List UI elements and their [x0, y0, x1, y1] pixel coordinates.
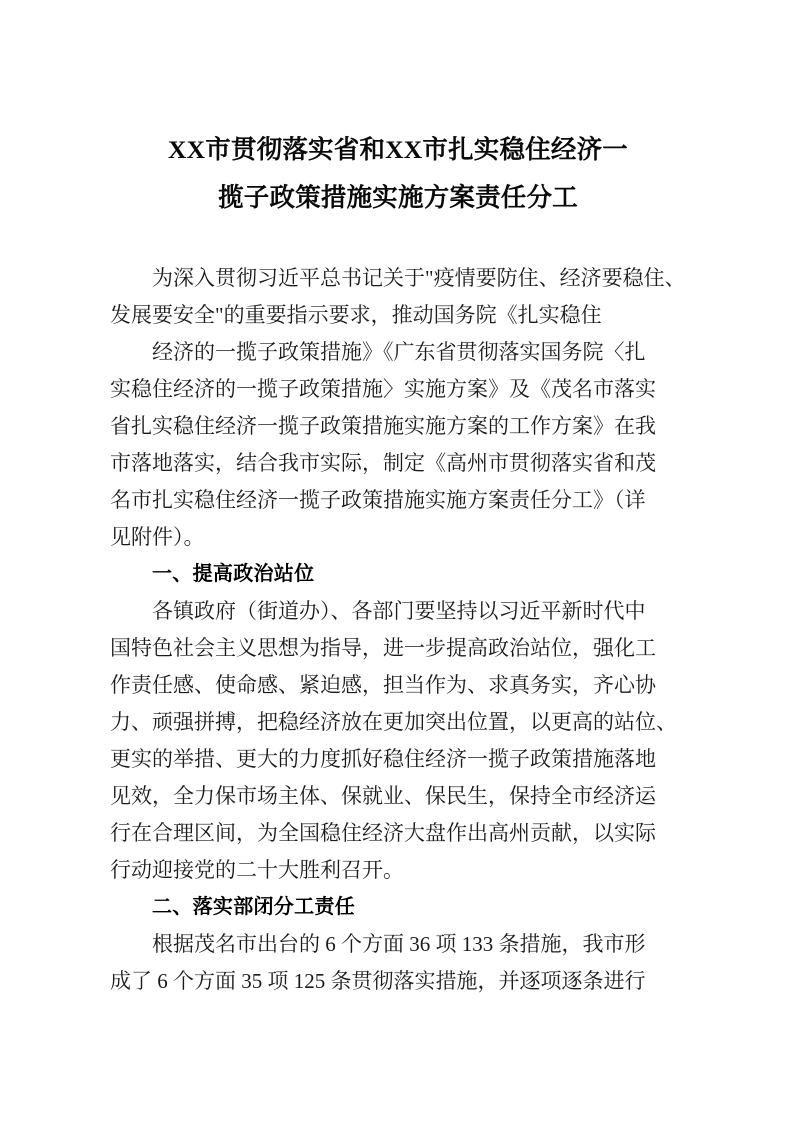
paragraph-line: 为深入贯彻习近平总书记关于"疫情要防住、经济要稳住、: [152, 266, 686, 290]
paragraph-line: 行在合理区间，为全国稳住经济大盘作出高州贡献，以实际: [110, 821, 656, 845]
section-heading: 二、落实部闭分工责任: [152, 896, 355, 918]
paragraph-line: 行动迎接党的二十大胜利召开。: [110, 858, 404, 882]
paragraph-line: 实稳住经济的一揽子政策措施〉实施方案》及《茂名市落实: [110, 377, 656, 401]
document-content: [110, 126, 686, 1000]
paragraph-line: 力、顽强拼搏，把稳经济放在更加突出位置，以更高的站位、: [110, 710, 677, 734]
paragraph-line: 更实的举措、更大的力度抓好稳住经济一揽子政策措施落地: [110, 747, 656, 771]
body-paragraph: [110, 260, 686, 556]
paragraph-line: 市落地落实，结合我市实际，制定《高州市贯彻落实省和茂: [110, 451, 656, 475]
document-body: [110, 260, 686, 1000]
paragraph-line: 根据茂名市出台的 6 个方面 36 项 133 条措施，我市形: [152, 932, 646, 956]
paragraph-line: 成了 6 个方面 35 项 125 条贯彻落实措施，并逐项逐条进行: [110, 969, 646, 993]
paragraph-line: 见附件）。: [110, 525, 205, 549]
paragraph-line: 见效，全力保市场主体、保就业、保民生，保持全市经济运: [110, 784, 656, 808]
page-title-line-2: 揽子政策措施实施方案责任分工: [218, 183, 578, 212]
body-paragraph: [110, 593, 686, 889]
paragraph-line: 经济的一揽子政策措施》《广东省贯彻落实国务院〈扎: [152, 340, 646, 364]
page-title-line-1: XX市贯彻落实省和XX市扎实稳住经济一: [168, 135, 628, 164]
paragraph-line: 各镇政府（街道办）、各部门要坚持以习近平新时代中: [152, 599, 646, 623]
paragraph-line: 国特色社会主义思想为指导，进一步提高政治站位，强化工: [110, 636, 656, 660]
title-spacer: [110, 222, 686, 260]
page-title: [110, 126, 686, 222]
paragraph-line: 作责任感、使命感、紧迫感，担当作为、求真务实，齐心协: [110, 673, 656, 697]
paragraph-line: 省扎实稳住经济一揽子政策措施实施方案的工作方案》在我: [110, 414, 656, 438]
paragraph-line: 名市扎实稳住经济一揽子政策措施实施方案责任分工》（详: [110, 488, 646, 512]
section-heading: 一、提高政治站位: [152, 563, 315, 585]
paragraph-line: 发展要安全"的重要指示要求，推动国务院《扎实稳住: [110, 303, 602, 327]
body-paragraph: [110, 926, 686, 1000]
